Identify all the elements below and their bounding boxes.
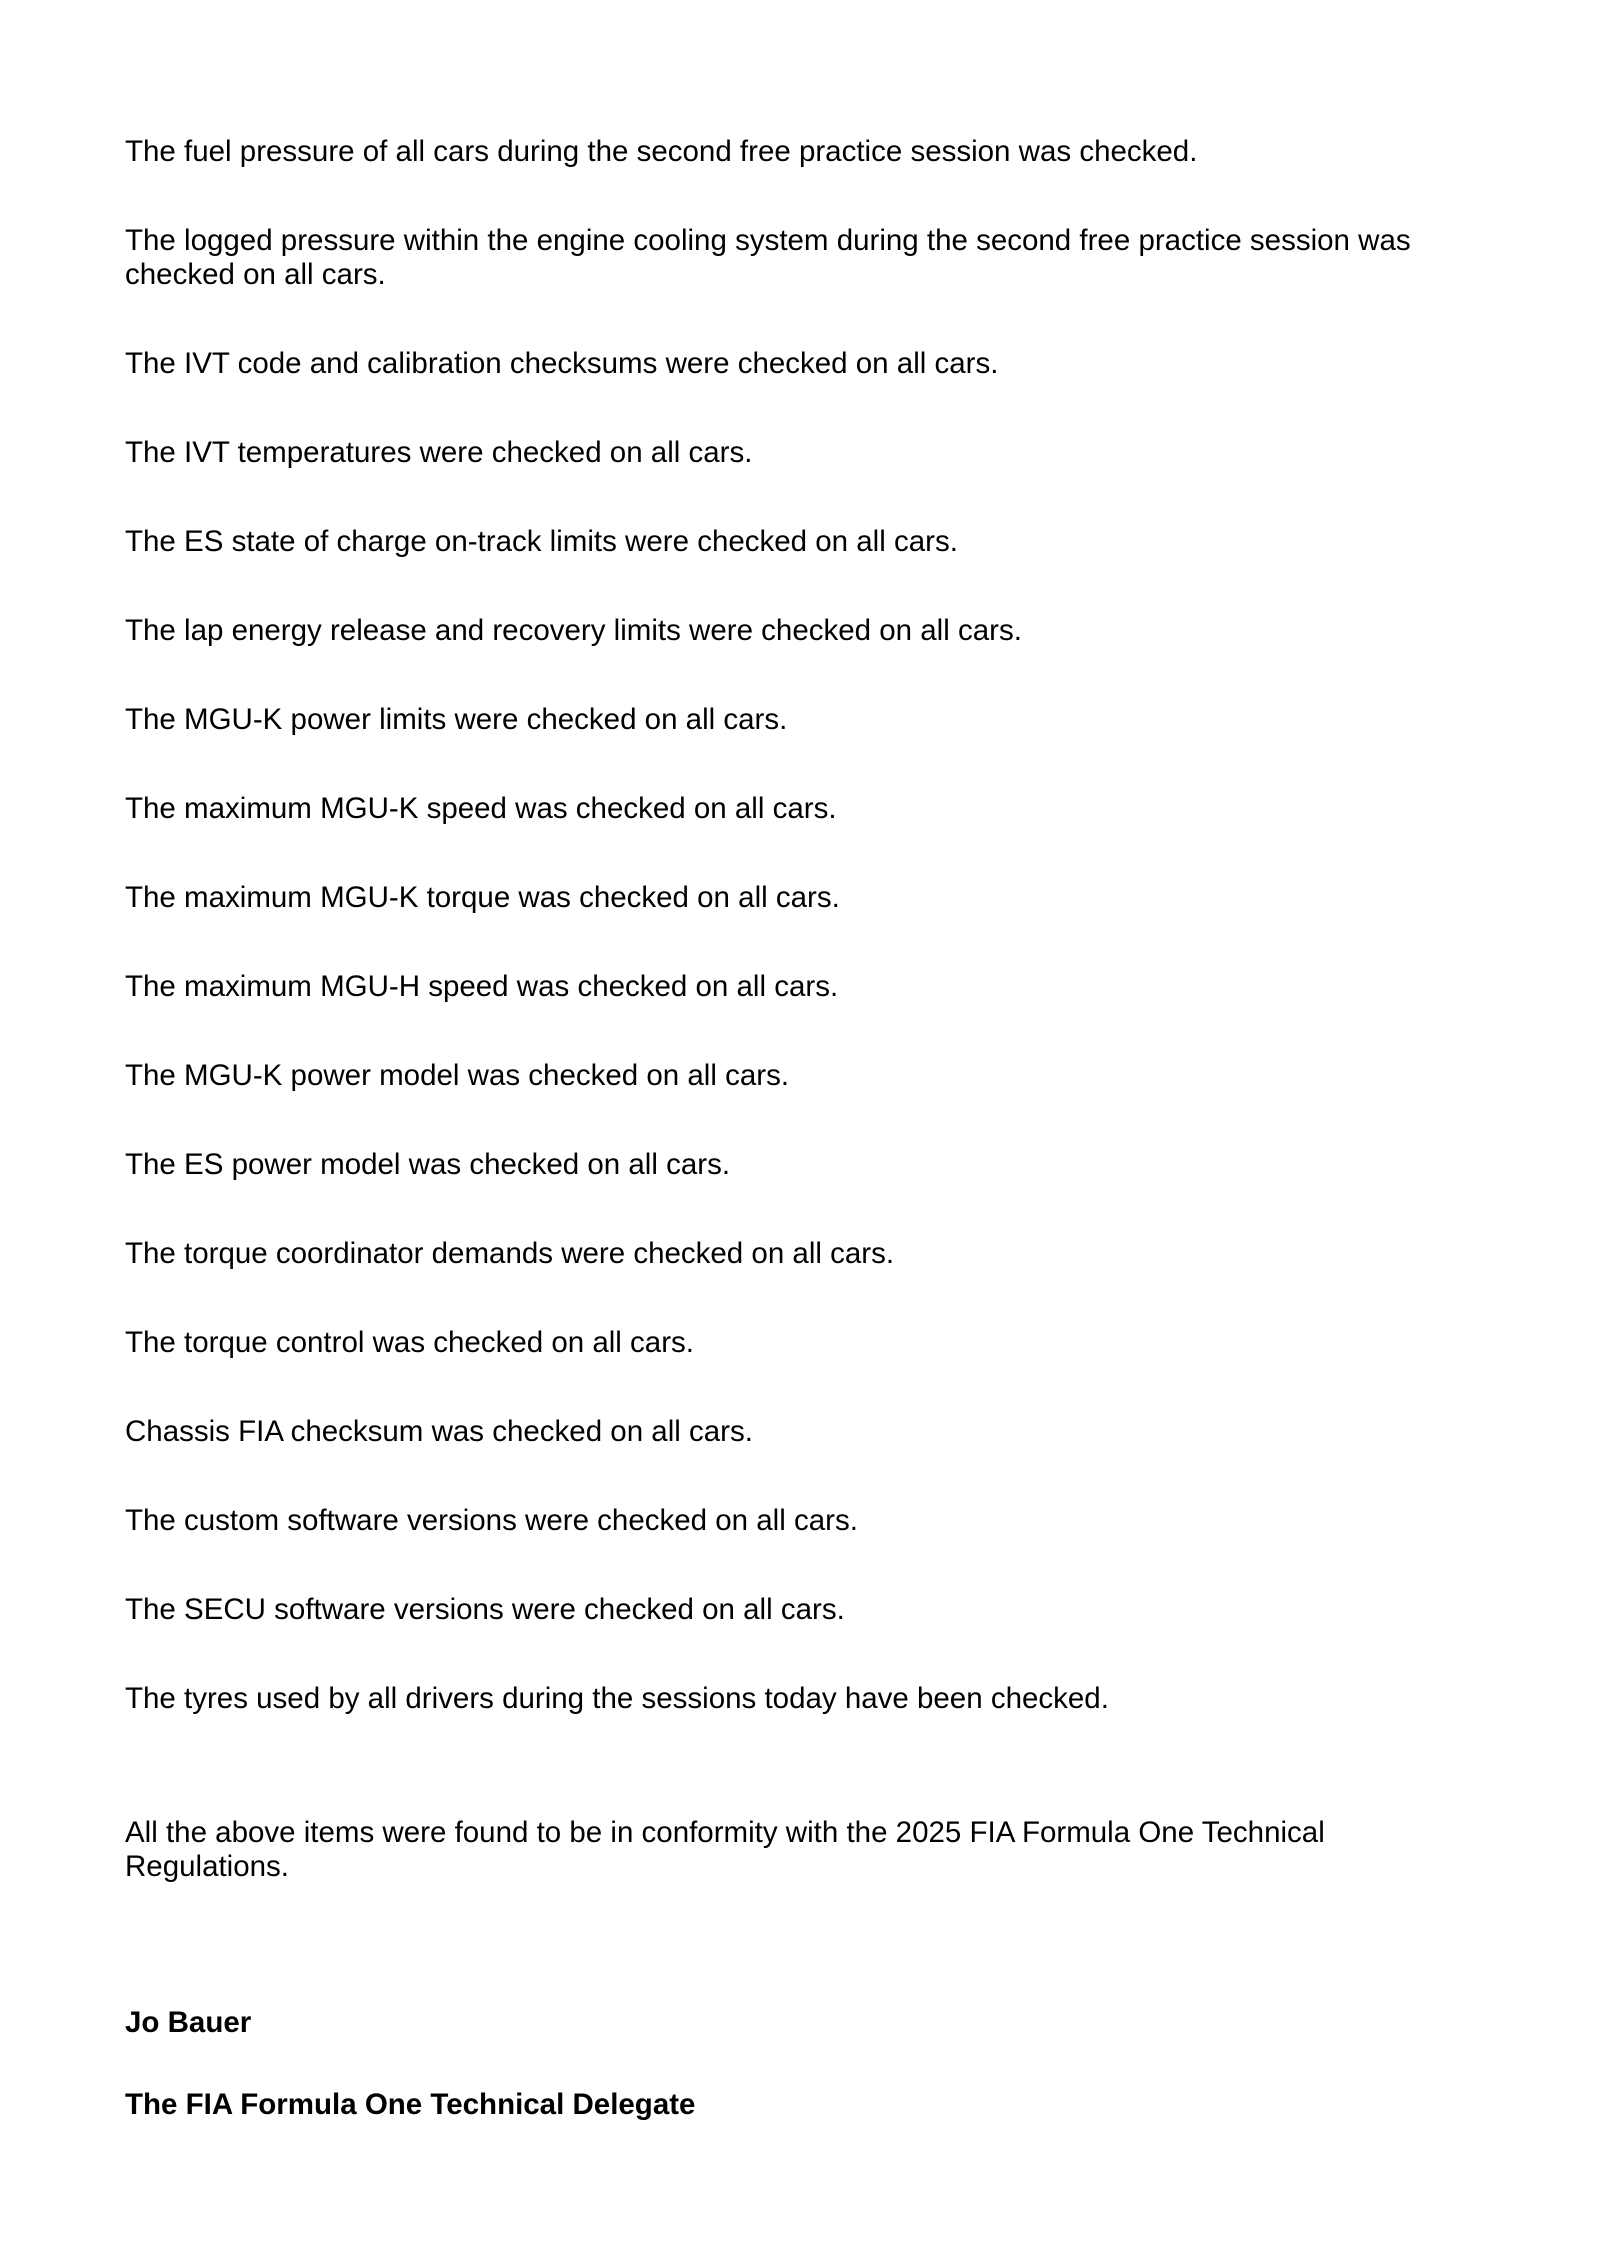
check-item-mguh-speed: The maximum MGU-H speed was checked on all cars. <box>125 970 839 1003</box>
signatory-title: The FIA Formula One Technical Delegate <box>125 2088 696 2121</box>
check-item-mguk-power-limits: The MGU-K power limits were checked on all cars. <box>125 703 788 736</box>
check-item-cooling-pressure: The logged pressure within the engine cooling system during the second free practice session was checked on all cars. <box>125 224 1411 291</box>
check-item-torque-coordinator: The torque coordinator demands were checked on all cars. <box>125 1237 895 1270</box>
check-item-mguk-torque: The maximum MGU-K torque was checked on all cars. <box>125 881 840 914</box>
check-item-es-state-of-charge: The ES state of charge on-track limits were checked on all cars. <box>125 525 958 558</box>
check-item-mguk-speed: The maximum MGU-K speed was checked on all cars. <box>125 792 837 825</box>
check-item-chassis-checksum: Chassis FIA checksum was checked on all cars. <box>125 1415 753 1448</box>
conclusion-paragraph: All the above items were found to be in conformity with the 2025 FIA Formula One Technical Regulations. <box>125 1816 1325 1883</box>
check-item-es-power-model: The ES power model was checked on all cars. <box>125 1148 731 1181</box>
check-item-custom-software: The custom software versions were checked on all cars. <box>125 1504 858 1537</box>
check-item-secu-software: The SECU software versions were checked on all cars. <box>125 1593 845 1626</box>
check-item-ivt-checksums: The IVT code and calibration checksums were checked on all cars. <box>125 347 999 380</box>
check-item-ivt-temperatures: The IVT temperatures were checked on all cars. <box>125 436 753 469</box>
check-item-tyres: The tyres used by all drivers during the sessions today have been checked. <box>125 1682 1109 1715</box>
check-item-torque-control: The torque control was checked on all cars. <box>125 1326 694 1359</box>
check-item-lap-energy: The lap energy release and recovery limits were checked on all cars. <box>125 614 1022 647</box>
signatory-name: Jo Bauer <box>125 2006 252 2039</box>
check-item-fuel-pressure: The fuel pressure of all cars during the second free practice session was checked. <box>125 135 1198 168</box>
check-item-mguk-power-model: The MGU-K power model was checked on all cars. <box>125 1059 790 1092</box>
